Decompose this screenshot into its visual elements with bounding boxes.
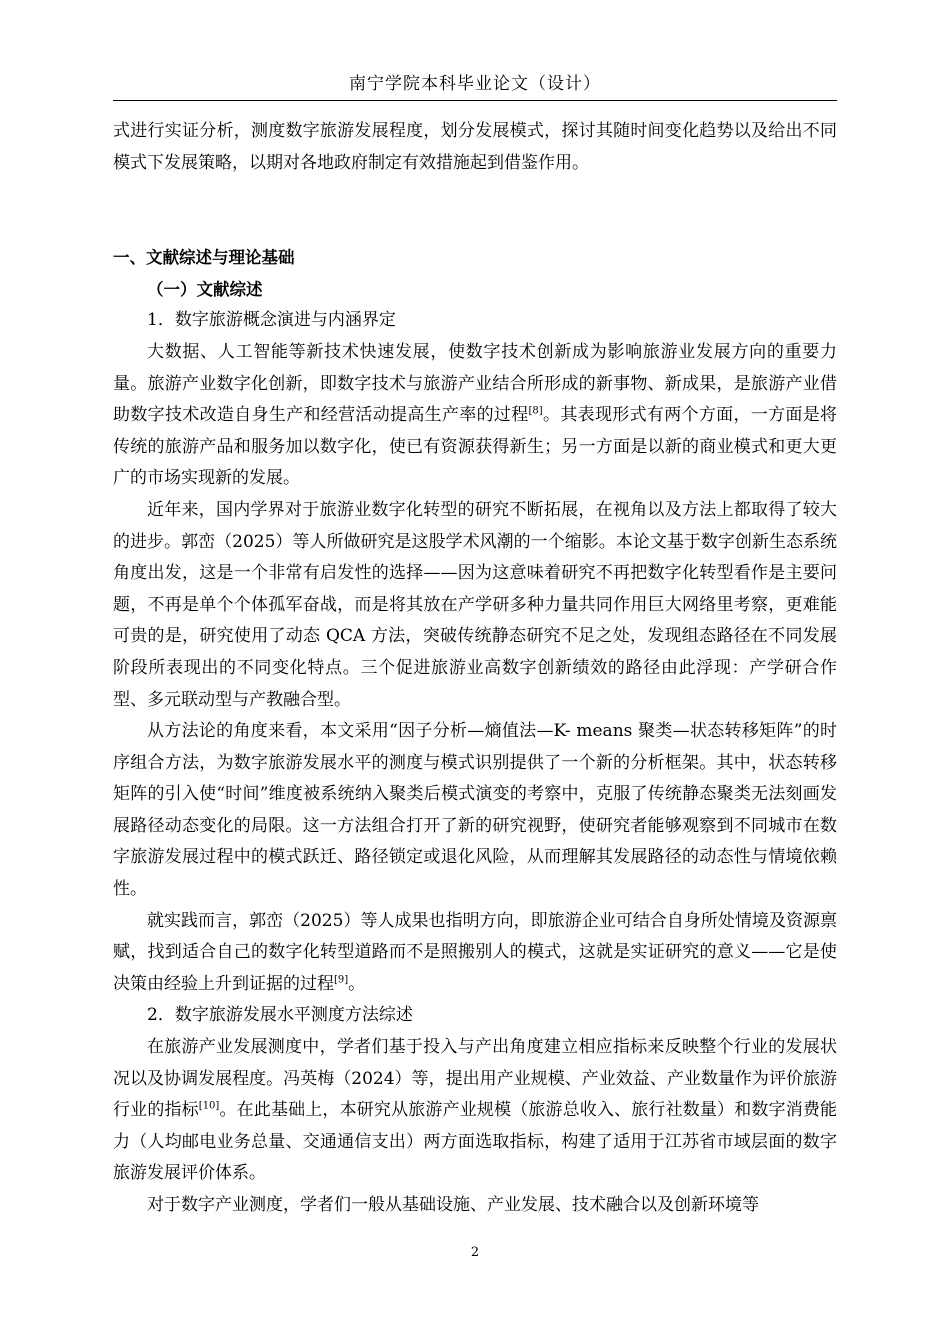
paragraph-5-text-a: 在旅游产业发展测度中，学者们基于投入与产出角度建立相应指标来反映整个行业的发展状况以及协调发展程度。冯英梅（2024）等，提出用产业规模、产业效益、产业数量作为评价旅游行业的指标 [113,1037,837,1121]
paragraph-1-text-b: 。其表现形式有两个方面，一方面是将传统的旅游产品和服务加以数字化，使已有资源获得新生；另一方面是以新的商业模式和更大更广的市场实现新的发展。 [113,405,838,489]
citation-8: [8] [528,405,543,417]
paragraph-6: 对于数字产业测度，学者们一般从基础设施、产业发展、技术融合以及创新环境等 [147,1195,759,1215]
section-heading-1: 一、文献综述与理论基础 [113,248,295,268]
page-body [113,116,837,1222]
paragraph-2: 近年来，国内学界对于旅游业数字化转型的研究不断拓展，在视角以及方法上都取得了较大的进步。郭峦（2025）等人所做研究是这股学术风潮的一个缩影。本论文基于数字创新生态系统角度出发，这是一个非常有启发性的选择——因为这意味着研究不再把数字化转型看作是主要问题，不再是单个个体孤军奋战，而是将其放在产学研多种力量共同作用巨大网络里考察，更难能可贵的是，研究使用了动态 QCA 方法，突破传统静态研究不足之处，发现组态路径在不同发展阶段所表现出的不同变化特点。三个促进旅游业高数字创新绩效的路径由此浮现：产学研合作型、多元联动型与产教融合型。 [113,499,837,710]
running-header: 南宁学院本科毕业论文（设计） [349,74,601,94]
header-rule [113,100,837,101]
item-heading-1: 1．数字旅游概念演进与内涵界定 [147,310,396,331]
paragraph-3: 从方法论的角度来看，本文采用“因子分析—熵值法—K- means 聚类—状态转移矩阵”的时序组合方法，为数字旅游发展水平的测度与模式识别提供了一个新的分析框架。其中，状态转移矩阵的引入使“时间”维度被系统纳入聚类后模式演变的考察中，克服了传统静态聚类无法刻画发展路径动态变化的局限。这一方法组合打开了新的研究视野，使研究者能够观察到不同城市在数字旅游发展过程中的模式跃迁、路径锁定或退化风险，从而理解其发展路径的动态性与情境依赖性。 [113,721,837,900]
page-number: 2 [470,1245,480,1260]
paragraph-4-text-a: 就实践而言，郭峦（2025）等人成果也指明方向，即旅游企业可结合自身所处情境及资源禀赋，找到适合自己的数字化转型道路而不是照搬别人的模式，这就是实证研究的意义——它是使决策由经验上升到证据的过程 [113,910,837,994]
item-heading-2: 2．数字旅游发展水平测度方法综述 [147,1005,413,1026]
subsection-heading-1: （一）文献综述 [147,279,263,299]
intro-paragraph-tail: 式进行实证分析，测度数字旅游发展程度，划分发展模式，探讨其随时间变化趋势以及给出不同模式下发展策略，以期对各地政府制定有效措施起到借鉴作用。 [113,121,837,173]
section-gap [113,179,837,242]
citation-9: [9] [334,974,349,986]
paragraph-1-text-a: 大数据、人工智能等新技术快速发展，使数字技术创新成为影响旅游业发展方向的重要力量。旅游产业数字化创新，即数字技术与旅游产业结合所形成的新事物、新成果，是旅游产业借助数字技术改造自身生产和经营活动提高生产率的过程 [113,341,837,426]
paragraph-5-text-b: 。在此基础上，本研究从旅游产业规模（旅游总收入、旅行社数量）和数字消费能力（人均邮电业务总量、交通通信支出）两方面选取指标，构建了适用于江苏省市域层面的数字旅游发展评价体系。 [113,1100,838,1184]
paragraph-1 [113,337,837,495]
citation-10: [10] [198,1100,220,1112]
paragraph-5 [113,1032,837,1190]
paragraph-4 [113,906,837,1001]
paragraph-4-text-b: 。 [348,973,366,994]
